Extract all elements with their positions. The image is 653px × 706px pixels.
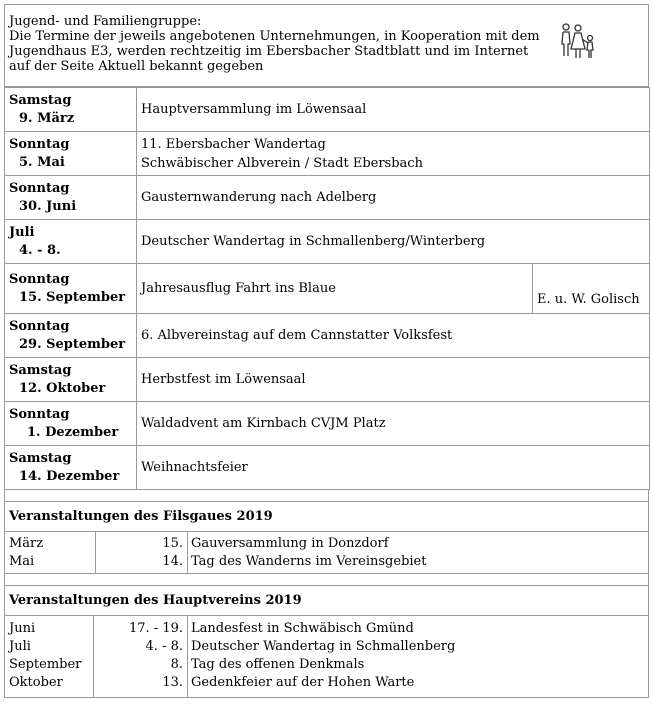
event-date: 15. September (19, 289, 126, 305)
event-description (137, 220, 650, 264)
event-date: 1. Dezember (27, 424, 119, 440)
event-row (5, 402, 650, 446)
list-item (5, 656, 648, 674)
event-line: Waldadvent am Kirnbach CVJM Platz (141, 416, 386, 431)
list-month: Juli (9, 639, 31, 654)
event-date-cell (5, 314, 137, 358)
event-date-cell (5, 446, 137, 490)
event-weekday: Sonntag (9, 271, 70, 287)
event-weekday: Sonntag (9, 180, 70, 196)
event-date: 14. Dezember (19, 468, 120, 484)
event-date: 9. März (19, 110, 75, 126)
event-weekday: Sonntag (9, 406, 70, 422)
event-description (137, 264, 533, 314)
event-date-cell (5, 220, 137, 264)
list-day: 13. (162, 675, 183, 690)
family-icon (558, 22, 598, 62)
event-line: Hauptversammlung im Löwensaal (141, 102, 367, 117)
event-date: 30. Juni (19, 198, 77, 214)
event-line: Weihnachtsfeier (141, 460, 248, 475)
event-row (5, 132, 650, 176)
list-item (5, 674, 648, 692)
event-weekday: Samstag (9, 92, 72, 108)
event-date: 5. Mai (19, 154, 65, 170)
list-text: Landesfest in Schwäbisch Gmünd (191, 621, 414, 636)
list-text: Gedenkfeier auf der Hohen Warte (191, 675, 415, 690)
event-row (5, 176, 650, 220)
filsgau-heading: Veranstaltungen des Filsgaues 2019 (4, 502, 649, 532)
event-date-cell (5, 88, 137, 132)
list-day: 8. (170, 657, 183, 672)
event-row (5, 264, 650, 314)
event-date: 12. Oktober (19, 380, 106, 396)
event-date-cell (5, 132, 137, 176)
list-text: Tag des offenen Denkmals (191, 657, 365, 672)
schedule-document (4, 4, 649, 698)
event-date-cell (5, 402, 137, 446)
list-day: 17. - 19. (128, 621, 183, 636)
event-organizer: E. u. W. Golisch (537, 292, 640, 307)
event-line: Herbstfest im Löwensaal (141, 372, 306, 387)
event-description (137, 88, 650, 132)
section-spacer (4, 490, 649, 502)
list-item (5, 620, 648, 638)
list-text: Deutscher Wandertag in Schmallenberg (191, 639, 456, 654)
event-date: 29. September (19, 336, 126, 352)
events-table (4, 87, 650, 490)
event-description (137, 358, 650, 402)
event-note (533, 264, 650, 314)
hauptverein-heading: Veranstaltungen des Hauptvereins 2019 (4, 586, 649, 616)
intro-line: auf der Seite Aktuell bekannt gegeben (9, 59, 264, 74)
event-weekday: Samstag (9, 450, 72, 466)
section-spacer (4, 574, 649, 586)
hauptverein-list (4, 616, 649, 698)
event-description (137, 402, 650, 446)
event-line: 11. Ebersbacher Wandertag (141, 136, 326, 152)
list-day: 14. (162, 554, 183, 569)
event-row (5, 88, 650, 132)
list-item (5, 553, 648, 571)
list-text: Tag des Wanderns im Vereinsgebiet (191, 554, 427, 569)
list-day: 4. - 8. (145, 639, 183, 654)
list-item (5, 535, 648, 553)
list-text: Gauversammlung in Donzdorf (191, 536, 389, 551)
event-date-cell (5, 358, 137, 402)
list-month: Mai (9, 554, 35, 569)
event-line: 6. Albvereinstag auf dem Cannstatter Volksfest (141, 328, 453, 343)
event-weekday: Samstag (9, 362, 72, 378)
list-month: Juni (9, 621, 36, 636)
event-description (137, 176, 650, 220)
event-date: 4. - 8. (19, 242, 61, 258)
list-item (5, 638, 648, 656)
event-line: Gausternwanderung nach Adelberg (141, 190, 377, 205)
filsgau-list (4, 532, 649, 574)
list-month: Oktober (9, 675, 63, 690)
event-row (5, 358, 650, 402)
event-row (5, 446, 650, 490)
intro-box (4, 4, 649, 87)
list-month: September (9, 657, 82, 672)
event-line: Jahresausflug Fahrt ins Blaue (141, 281, 336, 296)
list-month: März (9, 536, 44, 551)
event-weekday: Sonntag (9, 136, 70, 152)
event-description (137, 314, 650, 358)
event-date-cell (5, 176, 137, 220)
event-line: Deutscher Wandertag in Schmallenberg/Winterberg (141, 234, 486, 249)
event-description (137, 132, 650, 176)
intro-line: Die Termine der jeweils angebotenen Unternehmungen, in Kooperation mit dem (9, 29, 540, 44)
event-weekday: Juli (9, 224, 35, 240)
intro-line: Jugendhaus E3, werden rechtzeitig im Ebersbacher Stadtblatt und im Internet (9, 44, 529, 59)
event-date-cell (5, 264, 137, 314)
list-day: 15. (162, 536, 183, 551)
event-description (137, 446, 650, 490)
intro-line: Jugend- und Familiengruppe: (9, 14, 202, 29)
event-row (5, 220, 650, 264)
event-line: Schwäbischer Albverein / Stadt Ebersbach (141, 155, 423, 171)
event-row (5, 314, 650, 358)
event-weekday: Sonntag (9, 318, 70, 334)
